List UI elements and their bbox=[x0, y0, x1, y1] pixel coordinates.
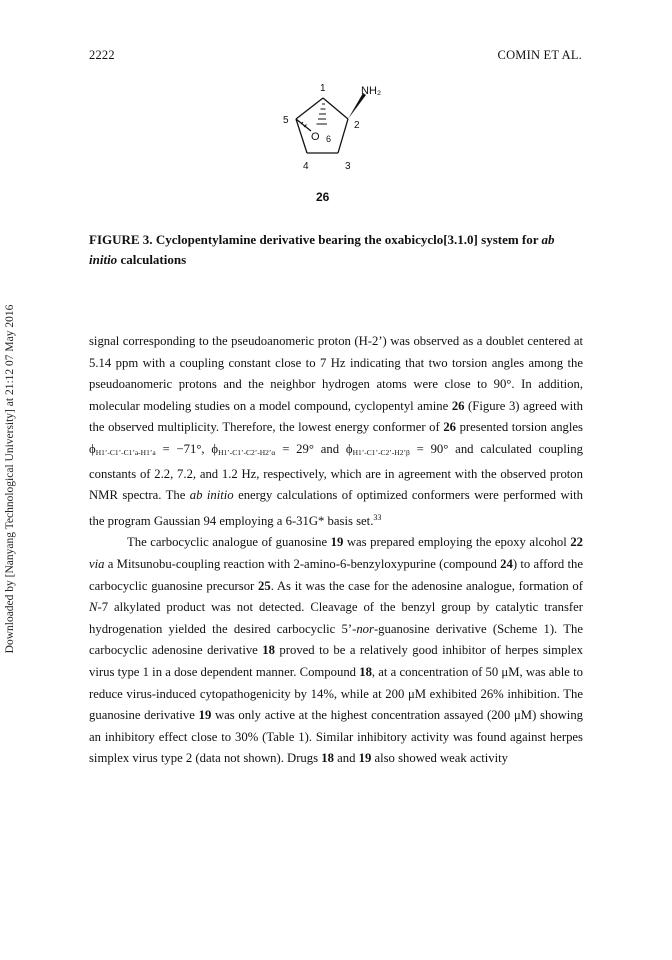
atom-label-oxygen: O bbox=[311, 131, 320, 143]
figure-caption bbox=[89, 230, 583, 270]
ring-bonds bbox=[296, 98, 348, 153]
text-run: was prepared employing the epoxy alcohol bbox=[343, 535, 571, 550]
compound-ref: 22 bbox=[570, 535, 584, 550]
text-run: also showed weak activity bbox=[371, 751, 508, 766]
italic-term: N bbox=[89, 600, 98, 615]
italic-term: via bbox=[89, 556, 105, 571]
text-run: = 90° and calculated coupling constants of 2.2, 7.2, and 1.2 Hz, respectively, which are in agreement with the observed proton NMR spectra. The bbox=[89, 441, 583, 503]
text-run: signal corresponding to the pseudoanomeric proton (H-2’) was observed as a doublet centered at 5.14 ppm with a coupling constant close to 7 Hz indicating that two torsion angles among the pseudoanomeric protons and the neighbor hydrogen atoms were close to 90°. In addition, molecular modeling studies on a model compound, cyclopentyl amine bbox=[89, 334, 583, 413]
text-run: energy calculations of optimized conformers were performed with the program Gaussian 94 employing a 6-31G* basis set. bbox=[89, 488, 583, 528]
hashed-bond-1-o bbox=[317, 104, 328, 124]
caption-text-end: calculations bbox=[117, 252, 187, 267]
text-run: -7 alkylated product was not detected. Cleavage of the benzyl group by catalytic transfer hydrogenation yielded the desired carbocyclic 5’- bbox=[89, 600, 583, 636]
text-run: was only active at the highest concentration assayed (200 μM) showing an inhibitory effect close to 30% (Table 1). Similar inhibitory activity was found against herpes simplex virus type 2 (data not shown). Drugs bbox=[89, 708, 584, 766]
text-run: . As it was the case for the adenosine analogue, formation of bbox=[270, 578, 583, 593]
bond-5-1 bbox=[296, 98, 323, 119]
text-run: = −71°, ϕ bbox=[155, 441, 219, 456]
caption-text: Cyclopentylamine derivative bearing the oxabicyclo[3.1.0] system for bbox=[152, 232, 542, 247]
text-run: , at a concentration of 50 μM, was able to reduce virus-induced cytopathogenicity by 14%, while at 200 μM exhibited 26% inhibition. The guanosine derivative bbox=[89, 664, 583, 723]
torsion-subscript: H1’-C1’-C2’-H2’β bbox=[352, 447, 410, 457]
compound-ref: 26 bbox=[451, 398, 465, 413]
text-run: and bbox=[333, 751, 359, 766]
atom-label-5: 5 bbox=[283, 115, 289, 126]
text-run: = 29° and ϕ bbox=[275, 441, 353, 456]
cyclopentylamine-structure bbox=[268, 80, 408, 210]
atom-label-1: 1 bbox=[320, 83, 326, 94]
italic-term: ab initio bbox=[189, 488, 234, 503]
text-run: presented torsion angles ϕ bbox=[89, 420, 583, 456]
reference-superscript: 33 bbox=[373, 512, 382, 522]
bond-1-2 bbox=[323, 98, 348, 119]
text-run: -guanosine derivative (Scheme 1). The carbocyclic adenosine derivative bbox=[89, 621, 583, 658]
atom-label-4: 4 bbox=[303, 161, 309, 172]
torsion-subscript: H1’-C1’-C2’-H2’α bbox=[218, 447, 276, 457]
compound-ref: 18 bbox=[321, 751, 334, 766]
italic-term: nor bbox=[356, 621, 374, 636]
text-run: (Figure 3) agreed with the observed multiplicity. Therefore, the lowest energy conformer of bbox=[89, 398, 583, 435]
download-watermark: Downloaded by [Nanyang Technological University] at 21:12 07 May 2016 bbox=[4, 304, 16, 654]
running-head: COMIN ET AL. bbox=[497, 48, 582, 62]
compound-ref: 19 bbox=[358, 751, 372, 766]
atom-label-2: 2 bbox=[354, 120, 360, 131]
compound-ref: 19 bbox=[330, 535, 344, 550]
compound-number: 26 bbox=[316, 190, 330, 204]
compound-ref: 18 bbox=[262, 643, 275, 658]
atom-label-3: 3 bbox=[345, 161, 351, 172]
text-run: The carbocyclic analogue of guanosine bbox=[127, 535, 331, 550]
text-run: proved to be a relatively good inhibitor of herpes simplex virus type 1 in a dose dependent manner. Compound bbox=[89, 643, 584, 679]
bond-2-3 bbox=[338, 119, 348, 153]
compound-ref: 24 bbox=[500, 556, 513, 571]
compound-ref: 19 bbox=[198, 708, 212, 723]
paragraph-2 bbox=[89, 532, 583, 770]
compound-ref: 26 bbox=[443, 420, 456, 435]
compound-ref: 18 bbox=[359, 664, 372, 679]
page-number: 2222 bbox=[89, 48, 115, 62]
compound-ref: 25 bbox=[258, 578, 271, 593]
text-run: ) to afford the carbocyclic guanosine precursor bbox=[89, 556, 583, 593]
paragraph-1 bbox=[89, 331, 583, 532]
amine-label: NH₂ bbox=[361, 85, 382, 97]
caption-label: FIGURE 3. bbox=[89, 232, 153, 247]
text-run: a Mitsunobu-coupling reaction with 2-amino-6-benzyloxypurine (compound bbox=[104, 556, 501, 571]
torsion-subscript: H1’-C1’-C1’a-H1’a bbox=[95, 447, 156, 457]
caption-italic: ab initio bbox=[89, 232, 555, 267]
atom-label-6: 6 bbox=[326, 134, 332, 144]
body-text bbox=[89, 331, 583, 770]
